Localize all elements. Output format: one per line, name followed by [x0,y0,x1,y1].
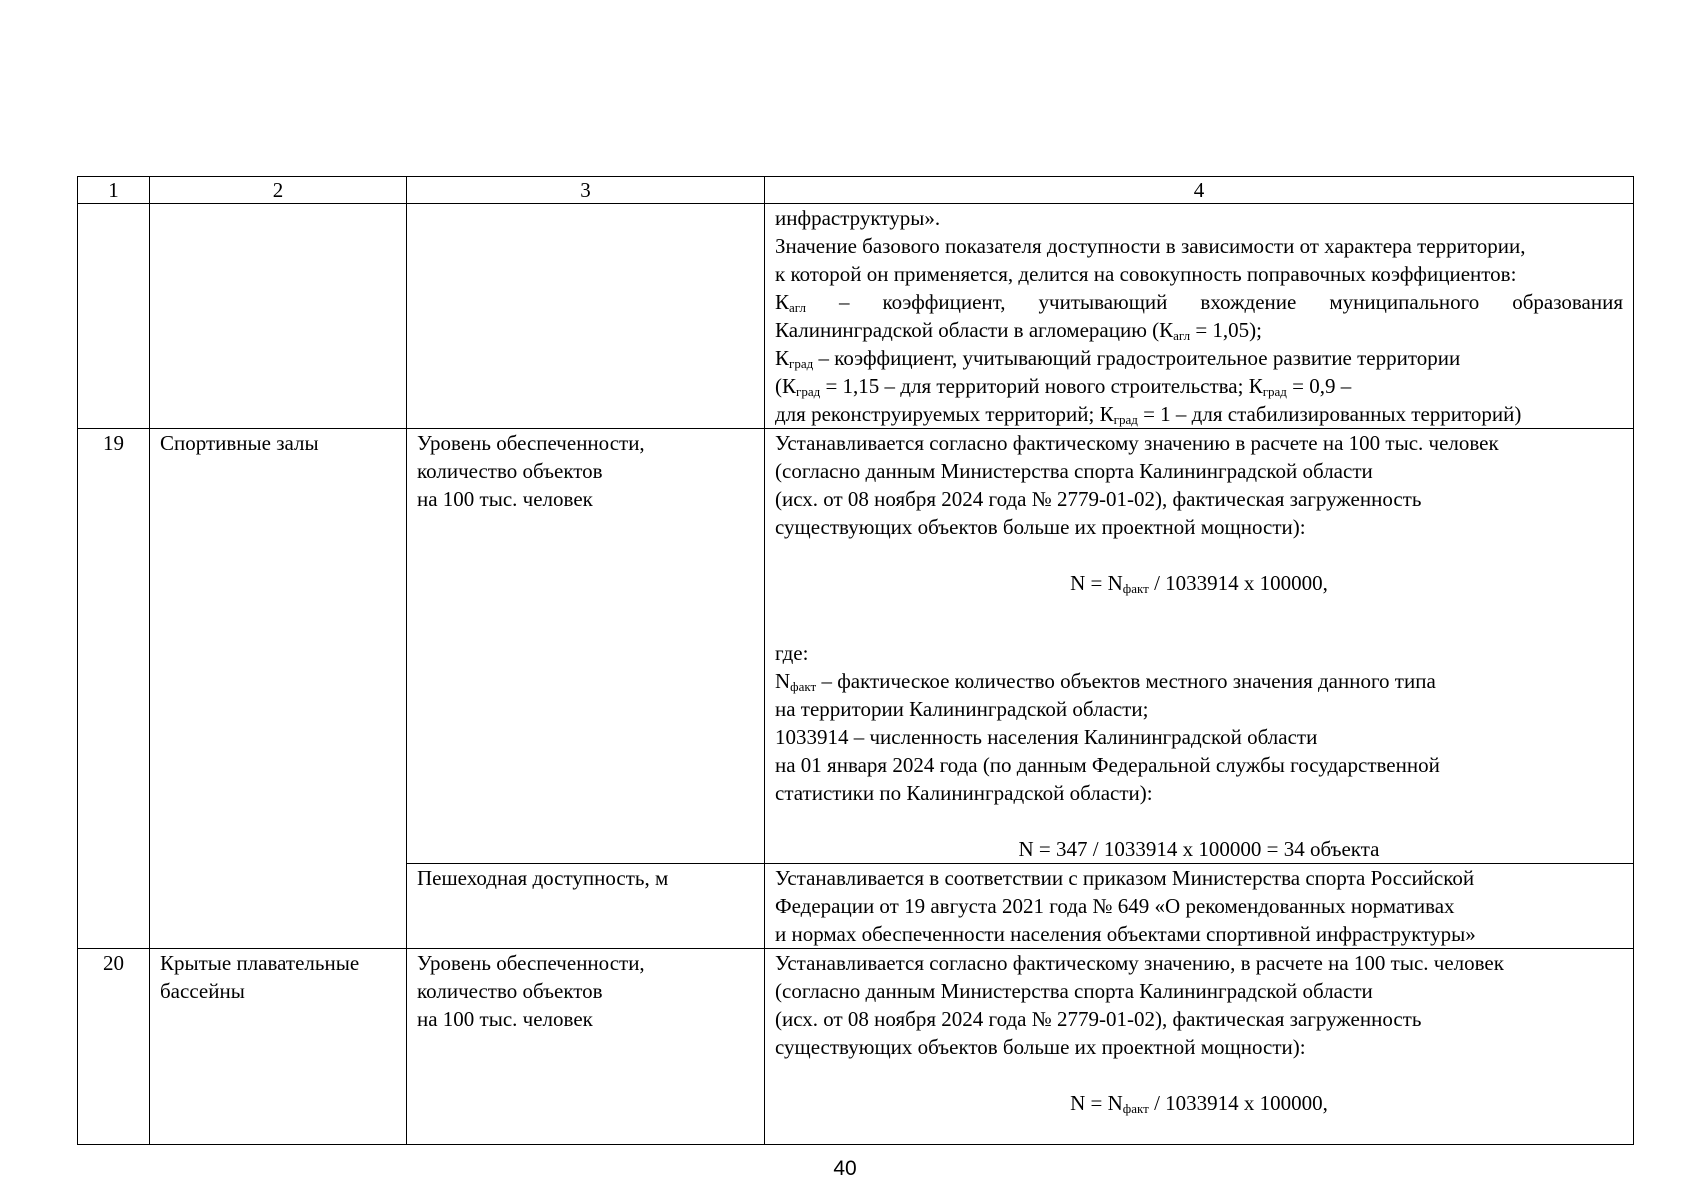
row-19-where: где: [775,641,809,665]
cont-line-2: Значение базового показателя доступности в зависимости от характера территории, [775,234,1526,258]
cont-name-cell [150,204,407,429]
row-20 [78,949,1634,1145]
row-19-name: Спортивные залы [150,429,407,949]
row-20-indicator: Уровень обеспеченности, количество объектов на 100 тыс. человек [407,949,765,1145]
row-19-result: N = 347 / 1033914 х 100000 = 34 объекта [1018,837,1380,861]
header-col-4: 4 [765,177,1634,204]
kgrad-values-1: ($К_{град} = 1,15$ – для территорий нового строительства; $К_{град} = 0,9$ – [775,374,1352,399]
kagl-value: Калининградской области в агломерацию $(К_{агл} = 1,05)$; [775,318,1262,343]
header-col-3: 3 [407,177,765,204]
cont-line-1: инфраструктуры». [775,206,941,230]
norms-table [77,176,1634,1145]
cont-line-3: к которой он применяется, делится на совокупность поправочных коэффициентов: [775,262,1517,286]
page-number: 40 [833,1157,857,1180]
header-col-1: 1 [78,177,150,204]
row-20-name: Крытые плавательные бассейны [150,949,407,1145]
row-19-description-supply: Устанавливается согласно фактическому значению в расчете на 100 тыс. человек (согласно данным Министерства спорта Калининградской области (исх. от 08 ноября 2024 года № 2779-01-02), фактическая загруженность существующих объектов больше их проектной мощности): $N = N_{факт} / 1033914$ х 100000, где: $N_{факт}$ – фактическое количество объектов местного значения данного типа на территории Калининградской области; 1033914 – численность населения Калининградской области на 01 января 2024 года (по данным Федеральной службы государственной статистики по Калининградской области): N = 347 / 1033914 х 100000 = 34 объекта [765,429,1634,864]
row-19-num: 19 [78,429,150,949]
kgrad-definition: $К_{град}$ – коэффициент, учитывающий градостроительное развитие территории [775,346,1461,371]
cont-description-cell [765,204,1634,429]
row-20-description: Устанавливается согласно фактическому значению, в расчете на 100 тыс. человек (согласно данным Министерства спорта Калининградской области (исх. от 08 ноября 2024 года № 2779-01-02), фактическая загруженность существующих объектов больше их проектной мощности): $N = N_{факт} / 1033914$ х 100000, [765,949,1634,1145]
row-19-nfakt-definition: $N_{факт}$ – фактическое количество объектов местного значения данного типа [775,669,1436,694]
row-19-indicator-supply: Уровень обеспеченности, количество объектов на 100 тыс. человек [407,429,765,864]
cont-num-cell [78,204,150,429]
cont-indicator-cell [407,204,765,429]
row-19-supply [78,429,1634,864]
header-row [78,177,1634,204]
row-20-num: 20 [78,949,150,1145]
row-19-description-walking: Устанавливается в соответствии с приказом Министерства спорта Российской Федерации от 19 августа 2021 года № 649 «О рекомендованных нормативах и нормах обеспеченности населения объектами спортивной инфраструктуры» [765,864,1634,949]
kgrad-values-2: для реконструируемых территорий; $К_{град} = 1$ – для стабилизированных территорий) [775,402,1522,427]
continuation-row [78,204,1634,429]
row-19-indicator-walking: Пешеходная доступность, м [407,864,765,949]
row-19-formula: $N = N_{факт} / 1033914$ х 100000, [1070,571,1328,596]
kagl-definition: $К_{агл}$ – коэффициент, учитывающий вхождение муниципального образования [775,290,1624,315]
row-20-formula: $N = N_{факт} / 1033914$ х 100000, [1070,1091,1328,1116]
header-col-2: 2 [150,177,407,204]
